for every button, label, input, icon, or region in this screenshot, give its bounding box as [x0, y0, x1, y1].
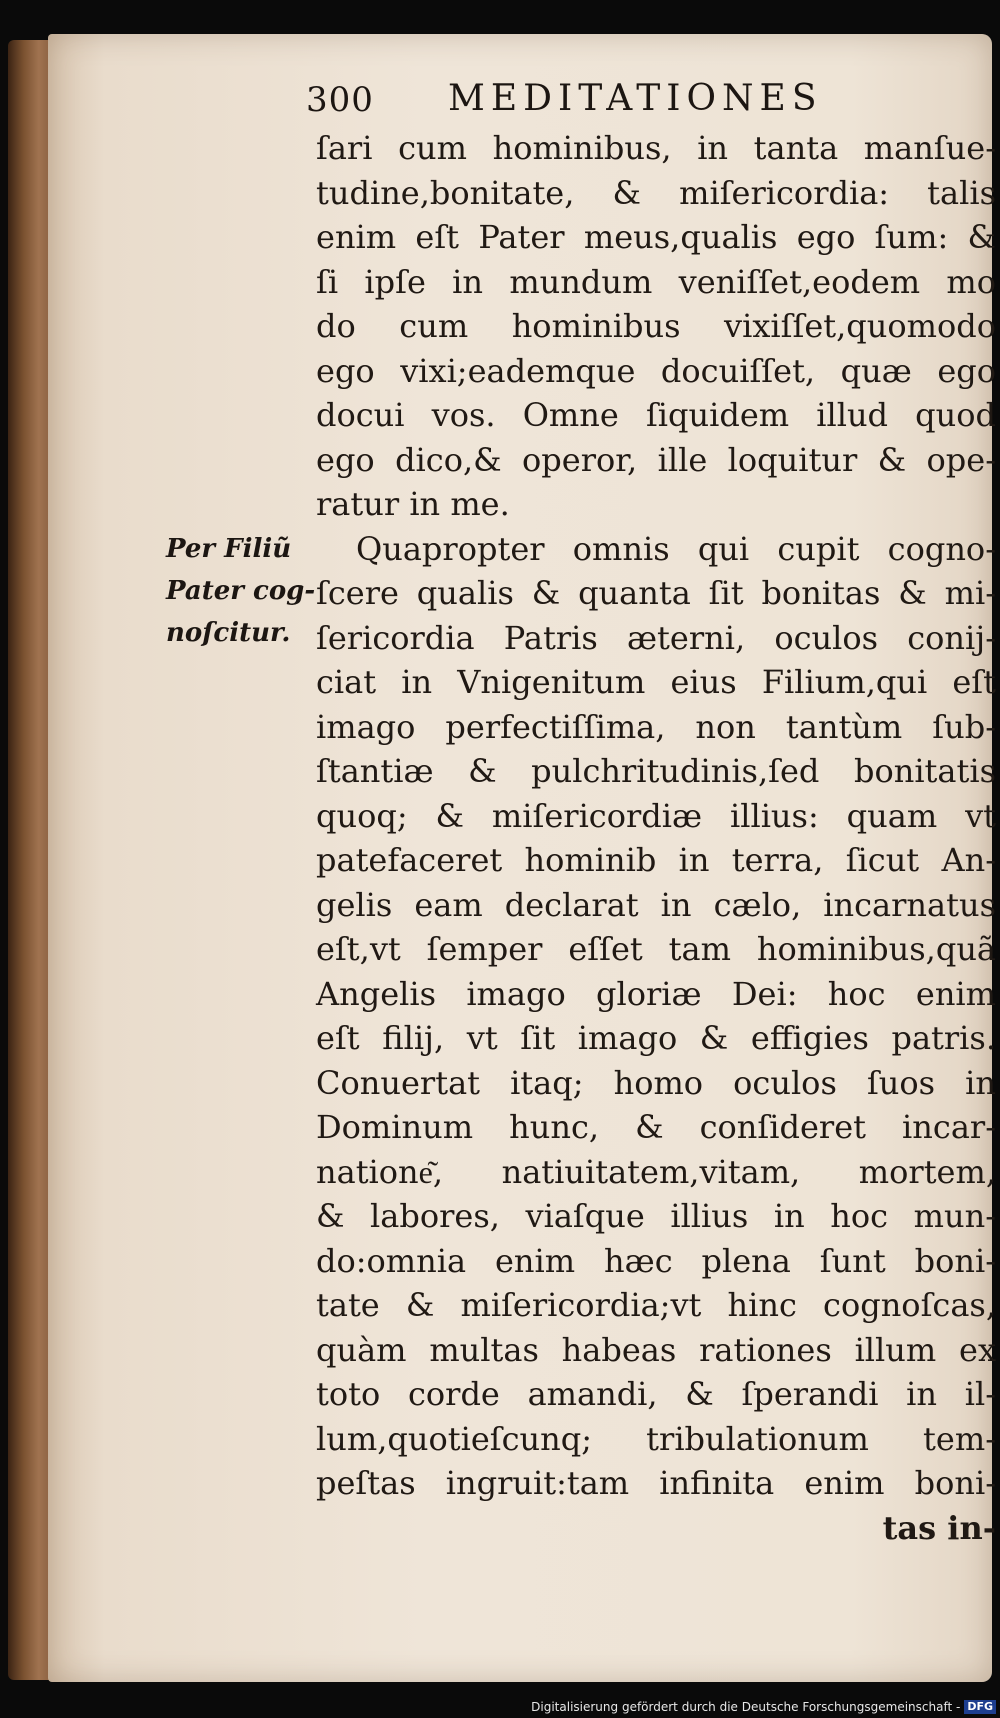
book-page — [48, 34, 996, 1682]
text-line: natione͂, natiuitatem,vitam, mortem, — [316, 1152, 996, 1191]
text-line: toto corde amandi, & ſperandi in il- — [316, 1375, 996, 1413]
text-line: ego dico,& operor, ille loquitur & ope- — [316, 440, 996, 479]
text-line: imago perfectiſſima, non tantùm ſub- — [316, 707, 996, 746]
text-line: quoq; & miſericordiæ illius: quam vt — [316, 796, 996, 835]
text-line: patefaceret hominib in terra, ſicut An- — [316, 841, 996, 879]
credit-text: Digitalisierung gefördert durch die Deutsche Forschungsgemeinschaft - — [531, 1700, 961, 1714]
text-line: ego vixi;eademque docuiſſet, quæ ego — [316, 351, 996, 390]
text-line: eſt filij, vt ſit imago & effigies patris. — [316, 1019, 996, 1057]
text-line: ſi ipſe in mundum veniſſet,eodem mo — [316, 262, 996, 301]
text-line: do:omnia enim hæc plena ſunt boni- — [316, 1241, 996, 1280]
dfg-logo: DFG — [964, 1700, 996, 1714]
text-line: Conuertat itaq; homo oculos ſuos in — [316, 1063, 996, 1102]
text-line: ſtantiæ & pulchritudinis,ſed bonitatis — [316, 752, 996, 790]
text-line: lum,quotieſcunq; tribulationum tem- — [316, 1419, 996, 1458]
text-line: eſt,vt ſemper eſſet tam hominibus,quã — [316, 930, 996, 968]
running-title: MEDITATIONES — [448, 78, 823, 119]
text-line: do cum hominibus vixiſſet,quomodo — [316, 307, 996, 345]
text-line: quàm multas habeas rationes illum ex — [316, 1330, 996, 1369]
page-number: 300 — [306, 80, 374, 120]
text-line: ratur in me. — [316, 485, 510, 523]
text-line: tudine,bonitate, & miſericordia: talis — [316, 173, 996, 212]
text-line: gelis eam declarat in cælo, incarnatus — [316, 885, 996, 924]
text-line: & labores, viaſque illius in hoc mun- — [316, 1197, 996, 1235]
text-line: ſari cum hominibus, in tanta manſue- — [316, 129, 996, 167]
text-line: tate & miſericordia;vt hinc cognoſcas, — [316, 1286, 996, 1324]
text-line: Angelis imago gloriæ Dei: hoc enim — [316, 974, 996, 1013]
text-line: ciat in Vnigenitum eius Filium,qui eſt — [316, 663, 996, 701]
text-line: peſtas ingruit:tam infinita enim boni- — [316, 1464, 996, 1502]
text-line: docui vos. Omne ſiquidem illud quod — [316, 396, 996, 434]
text-line: ſericordia Patris æterni, oculos conij- — [316, 618, 996, 657]
running-head — [48, 34, 992, 120]
marginal-note — [166, 528, 316, 654]
text-line: enim eſt Pater meus,qualis ego ſum: & — [316, 218, 996, 256]
text-line: Dominum hunc, & conſideret incar- — [316, 1108, 996, 1146]
digitization-credit — [531, 1696, 996, 1718]
text-line: ſcere qualis & quanta ſit bonitas & mi- — [316, 574, 996, 612]
text-line: Quapropter omnis qui cupit cogno- — [356, 529, 996, 568]
catchword: tas in- — [882, 1508, 996, 1547]
marginal-note-line: noſcitur. — [166, 618, 291, 648]
marginal-note-line: Per Filiũ — [166, 534, 292, 564]
marginal-note-line: Pater cog- — [166, 576, 316, 606]
book-spine-edge — [8, 40, 52, 1680]
body-text — [316, 126, 996, 1550]
